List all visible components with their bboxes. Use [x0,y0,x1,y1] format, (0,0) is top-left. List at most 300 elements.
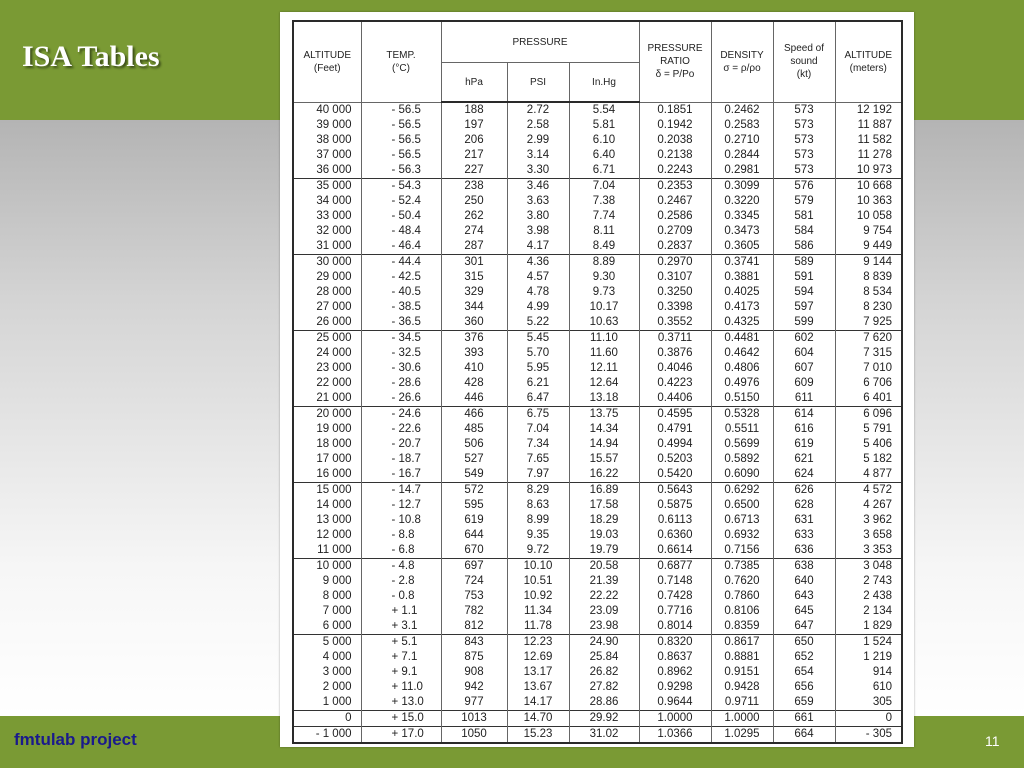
pressure-psi-cell: 15.23 [507,727,569,744]
speed-of-sound-cell: 584 [773,224,835,239]
table-row [293,194,902,209]
table-row [293,285,902,300]
pressure-inhg-cell: 28.86 [569,695,639,711]
altitude-meters-cell: 610 [835,680,902,695]
slide-title: ISA Tables [22,40,160,73]
table-row [293,422,902,437]
altitude-feet-cell: 40 000 [293,102,361,118]
altitude-feet-cell: 28 000 [293,285,361,300]
speed-of-sound-cell: 614 [773,407,835,423]
density-ratio-cell: 0.5328 [711,407,773,423]
speed-of-sound-cell: 591 [773,270,835,285]
pressure-ratio-cell: 0.2837 [639,239,711,255]
pressure-hpa-cell: 485 [441,422,507,437]
pressure-hpa-cell: 812 [441,619,507,635]
temperature-cell: - 30.6 [361,361,441,376]
table-row [293,559,902,575]
pressure-ratio-cell: 0.2353 [639,179,711,195]
pressure-psi-cell: 13.67 [507,680,569,695]
density-ratio-cell: 1.0000 [711,711,773,727]
altitude-meters-cell: 4 877 [835,467,902,483]
density-ratio-cell: 0.9151 [711,665,773,680]
temperature-cell: - 46.4 [361,239,441,255]
pressure-psi-cell: 2.99 [507,133,569,148]
isa-table-image [280,12,914,747]
altitude-feet-cell: 12 000 [293,528,361,543]
altitude-feet-cell: 33 000 [293,209,361,224]
pressure-hpa-cell: 188 [441,102,507,118]
speed-of-sound-cell: 656 [773,680,835,695]
pressure-ratio-cell: 0.2138 [639,148,711,163]
pressure-hpa-cell: 644 [441,528,507,543]
table-row [293,513,902,528]
pressure-psi-cell: 7.97 [507,467,569,483]
pressure-ratio-cell: 0.3250 [639,285,711,300]
speed-of-sound-cell: 624 [773,467,835,483]
pressure-inhg-cell: 5.54 [569,102,639,118]
header-pressure-ratio [639,21,711,102]
altitude-feet-cell: 13 000 [293,513,361,528]
altitude-feet-cell: 37 000 [293,148,361,163]
pressure-psi-cell: 12.69 [507,650,569,665]
pressure-psi-cell: 3.98 [507,224,569,239]
speed-of-sound-cell: 664 [773,727,835,744]
speed-of-sound-cell: 638 [773,559,835,575]
density-ratio-cell: 0.6713 [711,513,773,528]
pressure-psi-cell: 9.35 [507,528,569,543]
altitude-meters-cell: 7 010 [835,361,902,376]
header-altitude-meters [835,21,902,102]
pressure-inhg-cell: 22.22 [569,589,639,604]
table-row [293,695,902,711]
pressure-hpa-cell: 724 [441,574,507,589]
pressure-ratio-cell: 0.9298 [639,680,711,695]
header-altitude-feet-label: ALTITUDE (Feet) [303,49,352,74]
density-ratio-cell: 0.4173 [711,300,773,315]
altitude-feet-cell: 22 000 [293,376,361,391]
altitude-meters-cell: 11 278 [835,148,902,163]
density-ratio-cell: 0.4025 [711,285,773,300]
speed-of-sound-cell: 573 [773,118,835,133]
pressure-ratio-cell: 1.0000 [639,711,711,727]
altitude-meters-cell: 11 887 [835,118,902,133]
header-temperature [361,21,441,102]
speed-of-sound-cell: 604 [773,346,835,361]
header-pressure-ratio-label: PRESSURE RATIO δ = P/Po [647,43,703,81]
pressure-inhg-cell: 12.11 [569,361,639,376]
pressure-psi-cell: 10.51 [507,574,569,589]
altitude-meters-cell: 0 [835,711,902,727]
pressure-ratio-cell: 0.3398 [639,300,711,315]
pressure-ratio-cell: 0.2467 [639,194,711,209]
table-row [293,589,902,604]
pressure-inhg-cell: 19.79 [569,543,639,559]
altitude-meters-cell: 6 706 [835,376,902,391]
altitude-feet-cell: - 1 000 [293,727,361,744]
altitude-feet-cell: 6 000 [293,619,361,635]
pressure-psi-cell: 10.92 [507,589,569,604]
density-ratio-cell: 0.7156 [711,543,773,559]
table-row [293,376,902,391]
temperature-cell: + 7.1 [361,650,441,665]
speed-of-sound-cell: 616 [773,422,835,437]
density-ratio-cell: 0.5699 [711,437,773,452]
footer-project-name: fmtulab project [14,730,137,749]
table-row [293,179,902,195]
pressure-ratio-cell: 0.6877 [639,559,711,575]
pressure-psi-cell: 3.80 [507,209,569,224]
pressure-hpa-cell: 506 [441,437,507,452]
density-ratio-cell: 0.4642 [711,346,773,361]
speed-of-sound-cell: 647 [773,619,835,635]
pressure-psi-cell: 4.57 [507,270,569,285]
speed-of-sound-cell: 573 [773,133,835,148]
pressure-hpa-cell: 197 [441,118,507,133]
speed-of-sound-cell: 573 [773,163,835,179]
temperature-cell: + 15.0 [361,711,441,727]
pressure-inhg-cell: 6.71 [569,163,639,179]
altitude-meters-cell: 3 962 [835,513,902,528]
pressure-ratio-cell: 0.4223 [639,376,711,391]
density-ratio-cell: 0.7860 [711,589,773,604]
pressure-psi-cell: 6.21 [507,376,569,391]
altitude-meters-cell: 6 401 [835,391,902,407]
table-row [293,209,902,224]
pressure-ratio-cell: 0.6360 [639,528,711,543]
density-ratio-cell: 0.3881 [711,270,773,285]
pressure-inhg-cell: 16.22 [569,467,639,483]
pressure-ratio-cell: 0.4994 [639,437,711,452]
pressure-inhg-cell: 29.92 [569,711,639,727]
altitude-meters-cell: 6 096 [835,407,902,423]
altitude-meters-cell: 5 182 [835,452,902,467]
speed-of-sound-cell: 589 [773,255,835,271]
pressure-psi-cell: 7.34 [507,437,569,452]
header-temperature-label: TEMP. (°C) [386,49,416,74]
speed-of-sound-cell: 661 [773,711,835,727]
table-row [293,452,902,467]
temperature-cell: - 56.5 [361,118,441,133]
pressure-hpa-cell: 287 [441,239,507,255]
pressure-hpa-cell: 238 [441,179,507,195]
altitude-feet-cell: 18 000 [293,437,361,452]
density-ratio-cell: 0.4481 [711,331,773,347]
table-row [293,665,902,680]
pressure-inhg-cell: 10.63 [569,315,639,331]
isa-table-body [293,102,902,743]
density-ratio-cell: 0.3605 [711,239,773,255]
pressure-hpa-cell: 360 [441,315,507,331]
temperature-cell: - 24.6 [361,407,441,423]
table-row [293,604,902,619]
density-ratio-cell: 0.9428 [711,680,773,695]
pressure-hpa-cell: 782 [441,604,507,619]
pressure-inhg-cell: 14.94 [569,437,639,452]
pressure-psi-cell: 4.99 [507,300,569,315]
pressure-psi-cell: 5.70 [507,346,569,361]
pressure-ratio-cell: 0.8320 [639,635,711,651]
pressure-hpa-cell: 619 [441,513,507,528]
pressure-ratio-cell: 0.3711 [639,331,711,347]
density-ratio-cell: 0.6932 [711,528,773,543]
speed-of-sound-cell: 611 [773,391,835,407]
pressure-ratio-cell: 0.6113 [639,513,711,528]
table-row [293,574,902,589]
altitude-feet-cell: 36 000 [293,163,361,179]
pressure-inhg-cell: 11.10 [569,331,639,347]
pressure-psi-cell: 5.45 [507,331,569,347]
temperature-cell: - 20.7 [361,437,441,452]
table-row [293,148,902,163]
density-ratio-cell: 0.8359 [711,619,773,635]
altitude-feet-cell: 15 000 [293,483,361,499]
altitude-feet-cell: 34 000 [293,194,361,209]
altitude-feet-cell: 8 000 [293,589,361,604]
temperature-cell: - 16.7 [361,467,441,483]
pressure-hpa-cell: 410 [441,361,507,376]
altitude-meters-cell: 10 973 [835,163,902,179]
table-row [293,619,902,635]
pressure-psi-cell: 5.95 [507,361,569,376]
pressure-inhg-cell: 6.10 [569,133,639,148]
table-row [293,346,902,361]
altitude-feet-cell: 17 000 [293,452,361,467]
density-ratio-cell: 0.8617 [711,635,773,651]
pressure-hpa-cell: 393 [441,346,507,361]
pressure-hpa-cell: 428 [441,376,507,391]
altitude-feet-cell: 24 000 [293,346,361,361]
temperature-cell: + 1.1 [361,604,441,619]
speed-of-sound-cell: 643 [773,589,835,604]
header-speed-of-sound [773,21,835,102]
speed-of-sound-cell: 626 [773,483,835,499]
temperature-cell: - 56.5 [361,102,441,118]
speed-of-sound-cell: 659 [773,695,835,711]
pressure-psi-cell: 9.72 [507,543,569,559]
pressure-hpa-cell: 1050 [441,727,507,744]
density-ratio-cell: 0.6500 [711,498,773,513]
speed-of-sound-cell: 573 [773,102,835,118]
header-density [711,21,773,102]
temperature-cell: - 10.8 [361,513,441,528]
table-row [293,361,902,376]
speed-of-sound-cell: 594 [773,285,835,300]
speed-of-sound-cell: 640 [773,574,835,589]
density-ratio-cell: 0.5511 [711,422,773,437]
pressure-ratio-cell: 0.9644 [639,695,711,711]
altitude-meters-cell: 7 315 [835,346,902,361]
pressure-hpa-cell: 227 [441,163,507,179]
pressure-hpa-cell: 697 [441,559,507,575]
altitude-meters-cell: 9 449 [835,239,902,255]
pressure-psi-cell: 14.70 [507,711,569,727]
altitude-meters-cell: 12 192 [835,102,902,118]
speed-of-sound-cell: 621 [773,452,835,467]
speed-of-sound-cell: 619 [773,437,835,452]
altitude-feet-cell: 21 000 [293,391,361,407]
density-ratio-cell: 0.8106 [711,604,773,619]
speed-of-sound-cell: 602 [773,331,835,347]
temperature-cell: - 34.5 [361,331,441,347]
density-ratio-cell: 0.3099 [711,179,773,195]
table-row [293,224,902,239]
pressure-ratio-cell: 0.4791 [639,422,711,437]
header-pressure [441,21,639,63]
pressure-ratio-cell: 0.2038 [639,133,711,148]
pressure-hpa-cell: 875 [441,650,507,665]
pressure-ratio-cell: 0.1851 [639,102,711,118]
altitude-feet-cell: 25 000 [293,331,361,347]
temperature-cell: - 8.8 [361,528,441,543]
pressure-hpa-cell: 466 [441,407,507,423]
pressure-ratio-cell: 0.8637 [639,650,711,665]
altitude-meters-cell: 10 668 [835,179,902,195]
density-ratio-cell: 1.0295 [711,727,773,744]
pressure-hpa-cell: 549 [441,467,507,483]
pressure-hpa-cell: 344 [441,300,507,315]
table-row [293,711,902,727]
altitude-meters-cell: 11 582 [835,133,902,148]
speed-of-sound-cell: 576 [773,179,835,195]
pressure-ratio-cell: 0.7428 [639,589,711,604]
table-row [293,543,902,559]
pressure-ratio-cell: 0.4595 [639,407,711,423]
altitude-meters-cell: 1 829 [835,619,902,635]
pressure-inhg-cell: 8.11 [569,224,639,239]
altitude-meters-cell: 3 353 [835,543,902,559]
altitude-feet-cell: 31 000 [293,239,361,255]
altitude-meters-cell: 3 658 [835,528,902,543]
pressure-ratio-cell: 0.2243 [639,163,711,179]
pressure-ratio-cell: 0.5203 [639,452,711,467]
pressure-psi-cell: 2.58 [507,118,569,133]
pressure-psi-cell: 11.34 [507,604,569,619]
altitude-meters-cell: 4 572 [835,483,902,499]
header-speed-of-sound-label: Speed of sound (kt) [783,43,825,81]
temperature-cell: - 4.8 [361,559,441,575]
pressure-hpa-cell: 446 [441,391,507,407]
speed-of-sound-cell: 573 [773,148,835,163]
speed-of-sound-cell: 609 [773,376,835,391]
pressure-hpa-cell: 217 [441,148,507,163]
density-ratio-cell: 0.3741 [711,255,773,271]
header-psi: PSI [507,63,569,103]
pressure-hpa-cell: 572 [441,483,507,499]
header-inhg: In.Hg [569,63,639,103]
pressure-ratio-cell: 0.5875 [639,498,711,513]
table-row [293,467,902,483]
density-ratio-cell: 0.2981 [711,163,773,179]
pressure-psi-cell: 8.63 [507,498,569,513]
pressure-inhg-cell: 21.39 [569,574,639,589]
pressure-psi-cell: 3.63 [507,194,569,209]
altitude-feet-cell: 30 000 [293,255,361,271]
pressure-psi-cell: 6.75 [507,407,569,423]
altitude-meters-cell: 5 791 [835,422,902,437]
pressure-hpa-cell: 942 [441,680,507,695]
pressure-psi-cell: 4.17 [507,239,569,255]
pressure-inhg-cell: 12.64 [569,376,639,391]
density-ratio-cell: 0.5892 [711,452,773,467]
pressure-inhg-cell: 13.18 [569,391,639,407]
altitude-feet-cell: 0 [293,711,361,727]
pressure-inhg-cell: 13.75 [569,407,639,423]
header-altitude-meters-label: ALTITUDE (meters) [844,49,893,74]
temperature-cell: + 17.0 [361,727,441,744]
pressure-psi-cell: 5.22 [507,315,569,331]
table-row [293,239,902,255]
altitude-meters-cell: 7 620 [835,331,902,347]
pressure-psi-cell: 4.78 [507,285,569,300]
pressure-hpa-cell: 301 [441,255,507,271]
temperature-cell: - 44.4 [361,255,441,271]
table-row [293,315,902,331]
pressure-ratio-cell: 0.8014 [639,619,711,635]
speed-of-sound-cell: 579 [773,194,835,209]
altitude-meters-cell: 2 134 [835,604,902,619]
temperature-cell: - 2.8 [361,574,441,589]
header-altitude-feet [293,21,361,102]
table-row [293,483,902,499]
density-ratio-cell: 0.4806 [711,361,773,376]
altitude-meters-cell: 7 925 [835,315,902,331]
temperature-cell: + 3.1 [361,619,441,635]
speed-of-sound-cell: 652 [773,650,835,665]
pressure-inhg-cell: 26.82 [569,665,639,680]
pressure-inhg-cell: 7.74 [569,209,639,224]
temperature-cell: - 56.5 [361,148,441,163]
density-ratio-cell: 0.4976 [711,376,773,391]
table-row [293,635,902,651]
altitude-feet-cell: 10 000 [293,559,361,575]
pressure-inhg-cell: 10.17 [569,300,639,315]
pressure-ratio-cell: 0.2586 [639,209,711,224]
altitude-feet-cell: 3 000 [293,665,361,680]
density-ratio-cell: 0.2462 [711,102,773,118]
pressure-ratio-cell: 0.3552 [639,315,711,331]
altitude-feet-cell: 29 000 [293,270,361,285]
pressure-ratio-cell: 0.3107 [639,270,711,285]
speed-of-sound-cell: 633 [773,528,835,543]
altitude-feet-cell: 20 000 [293,407,361,423]
pressure-inhg-cell: 20.58 [569,559,639,575]
altitude-feet-cell: 9 000 [293,574,361,589]
altitude-meters-cell: 2 743 [835,574,902,589]
pressure-inhg-cell: 8.49 [569,239,639,255]
temperature-cell: - 36.5 [361,315,441,331]
pressure-hpa-cell: 595 [441,498,507,513]
pressure-hpa-cell: 1013 [441,711,507,727]
pressure-hpa-cell: 670 [441,543,507,559]
pressure-psi-cell: 11.78 [507,619,569,635]
pressure-inhg-cell: 27.82 [569,680,639,695]
altitude-feet-cell: 4 000 [293,650,361,665]
pressure-ratio-cell: 0.8962 [639,665,711,680]
temperature-cell: + 11.0 [361,680,441,695]
table-row [293,407,902,423]
altitude-meters-cell: 8 839 [835,270,902,285]
speed-of-sound-cell: 636 [773,543,835,559]
pressure-hpa-cell: 843 [441,635,507,651]
altitude-feet-cell: 26 000 [293,315,361,331]
pressure-psi-cell: 3.46 [507,179,569,195]
pressure-inhg-cell: 19.03 [569,528,639,543]
speed-of-sound-cell: 581 [773,209,835,224]
pressure-psi-cell: 13.17 [507,665,569,680]
altitude-feet-cell: 16 000 [293,467,361,483]
altitude-feet-cell: 35 000 [293,179,361,195]
temperature-cell: - 32.5 [361,346,441,361]
